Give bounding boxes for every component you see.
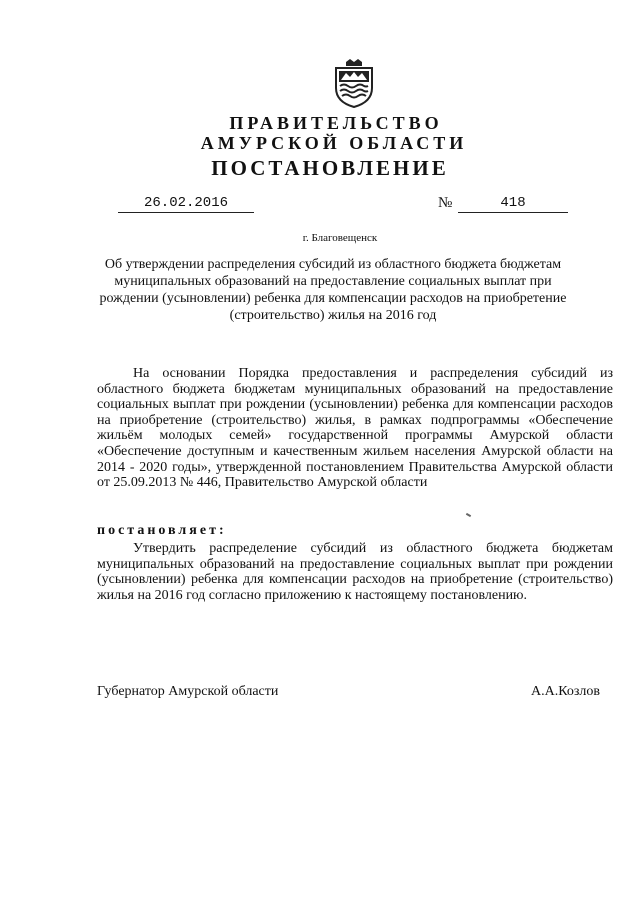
org-name-line2: АМУРСКОЙ ОБЛАСТИ: [200, 133, 468, 153]
document-number: 418: [458, 195, 568, 213]
signatory-name: А.А.Козлов: [531, 684, 600, 699]
number-sign: №: [438, 195, 453, 211]
stray-mark: [466, 513, 471, 517]
signatory-title: Губернатор Амурской области: [97, 684, 279, 699]
city-line: г. Благовещенск: [302, 232, 378, 244]
document-date: 26.02.2016: [118, 195, 254, 213]
org-name-line1: ПРАВИТЕЛЬСТВО: [229, 113, 443, 133]
preamble-paragraph: На основании Порядка предоставления и распределения субсидий из областного бюджета бюджетам муниципальных образований на предоставление социальных выплат при рождении (усыновлении) ребенка для компенсации расходов на приобретение (строительство) жилья, в рамках подпрограммы «Обеспечение жильём молодых семей» государственной программы Амурской области «Обеспечение доступным и качественным жильем населения Амурской области на 2014 - 2020 годы», утвержденной постановлением Правительства Амурской области от 25.09.2013 № 446, Правительство Амурской области: [97, 366, 613, 491]
resolves-keyword: постановляет:: [97, 523, 227, 538]
document-subject: Об утверждении распределения субсидий из областного бюджета бюджетам муниципальных образований на предоставление социальных выплат при рождении (усыновлении) ребенка для компенсации расходов на приобретение (строительство) жилья на 2016 год: [99, 257, 567, 323]
document-type: ПОСТАНОВЛЕНИЕ: [211, 156, 449, 180]
decision-paragraph: Утвердить распределение субсидий из областного бюджета бюджетам муниципальных образований на предоставление социальных выплат при рождении (усыновлении) ребенка для компенсации расходов на приобретение (строительство) жилья на 2016 год согласно приложению к настоящему постановлению.: [97, 541, 613, 603]
amur-oblast-coat-of-arms-icon: [332, 58, 376, 108]
